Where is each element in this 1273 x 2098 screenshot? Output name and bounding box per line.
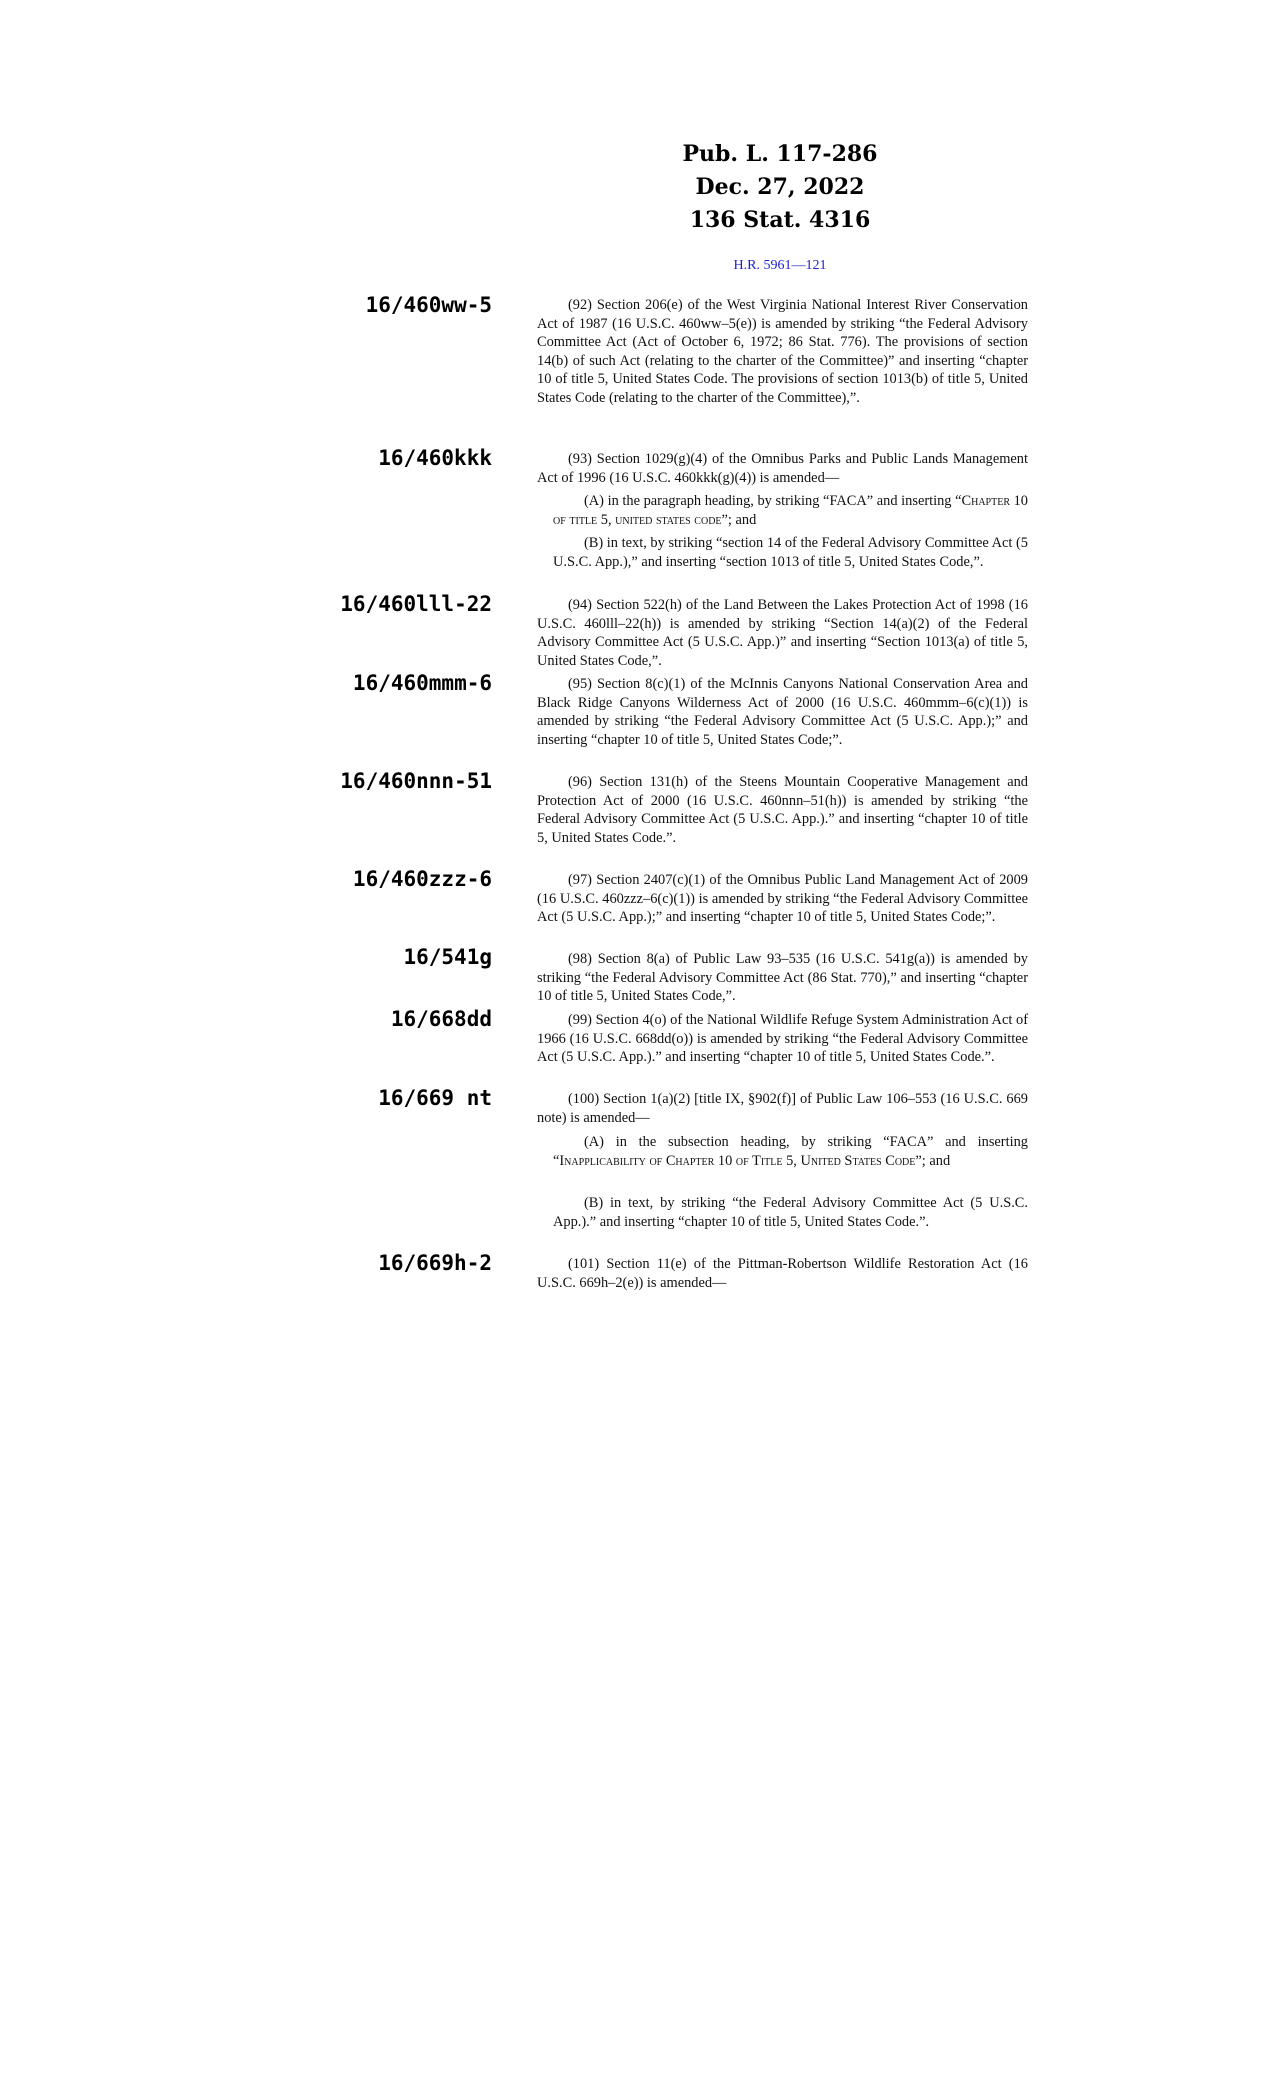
margin-citation: 16/460zzz-6 [352,867,492,891]
public-law-number: Pub. L. 117-286 [682,141,878,167]
bill-page-link[interactable]: H.R. 5961—121 [733,258,827,273]
paragraph-92: (92) Section 206(e) of the West Virginia National Interest River Conservation Act of 1987 (16 U.S.C. 460ww–5(e)) is amended by striking “the Federal Advisory Committee Act (Act of October 6, 1972; 86 Stat. 776). The provisions of section 14(b) of such Act (relating to the charter of the Committee)” and inserting “chapter 10 of title 5, United States Code. The provisions of section 1013(b) of title 5, United States Code (relating to the charter of the Committee),”. [537,297,1028,406]
paragraph-93: (93) Section 1029(g)(4) of the Omnibus Parks and Public Lands Management Act of 1996 (16 U.S.C. 460kkk(g)(4)) is amended— [537,451,1028,486]
subparagraph-93-b: (B) in text, by striking “section 14 of the Federal Advisory Committee Act (5 U.S.C. App.),” and inserting “section 1013 of title 5, United States Code,”. [553,535,1028,570]
paragraph-97: (97) Section 2407(c)(1) of the Omnibus Public Land Management Act of 2009 (16 U.S.C. 460zzz–6(c)(1)) is amended by striking “the Federal Advisory Committee Act (5 U.S.C. App.);” and inserting “chapter 10 of title 5, United States Code;”. [537,872,1028,926]
margin-citation: 16/668dd [390,1007,492,1031]
subparagraph-text: ”; and [915,1152,951,1169]
margin-citation: 16/669h-2 [378,1251,492,1275]
margin-citation: 16/460nnn-51 [340,769,492,793]
margin-citation: 16/460ww-5 [365,293,492,317]
paragraph-94: (94) Section 522(h) of the Land Between the Lakes Protection Act of 1998 (16 U.S.C. 460lll–22(h)) is amended by striking “Section 14(a)(2) of the Federal Advisory Committee Act (5 U.S.C. App.)” and inserting “Section 1013(a) of title 5, United States Code,”. [537,597,1028,669]
margin-citation: 16/460kkk [378,446,492,470]
paragraph-95: (95) Section 8(c)(1) of the McInnis Canyons National Conservation Area and Black Ridge Canyons Wilderness Act of 2000 (16 U.S.C. 460mmm–6(c)(1)) is amended by striking “the Federal Advisory Committee Act (5 U.S.C. App.);” and inserting “chapter 10 of title 5, United States Code;”. [537,676,1028,748]
subparagraph-93-a [553,492,1028,529]
paragraph-96: (96) Section 131(h) of the Steens Mountain Cooperative Management and Protection Act of 2000 (16 U.S.C. 460nnn–51(h)) is amended by striking “the Federal Advisory Committee Act (5 U.S.C. App.).” and inserting “chapter 10 of title 5, United States Code.”. [537,774,1028,846]
paragraph-99: (99) Section 4(o) of the National Wildlife Refuge System Administration Act of 1966 (16 U.S.C. 668dd(o)) is amended by striking “the Federal Advisory Committee Act (5 U.S.C. App.).” and inserting “chapter 10 of title 5, United States Code.”. [537,1012,1028,1066]
subparagraph-text: (A) in the subsection heading, by striking “FACA” and inserting “ [553,1134,1028,1169]
margin-citation: 16/460mmm-6 [352,671,492,695]
margin-citation: 16/460lll-22 [340,592,492,616]
heading-small-caps: Inapplicability of Chapter 10 of Title 5, United States Code [559,1152,916,1169]
paragraph-101: (101) Section 11(e) of the Pittman-Robertson Wildlife Restoration Act (16 U.S.C. 669h–2(e)) is amended— [537,1256,1028,1291]
subparagraph-100-a [553,1133,1028,1170]
paragraph-100: (100) Section 1(a)(2) [title IX, §902(f)] of Public Law 106–553 (16 U.S.C. 669 note) is amended— [537,1091,1028,1126]
subparagraph-text: ”; and [721,511,757,528]
enactment-date: Dec. 27, 2022 [695,174,865,200]
margin-citation: 16/541g [403,945,492,969]
heading-small-caps: Chapter 10 of title 5, united states code [553,493,1029,528]
paragraph-98: (98) Section 8(a) of Public Law 93–535 (16 U.S.C. 541g(a)) is amended by striking “the Federal Advisory Committee Act (86 Stat. 770),” and inserting “chapter 10 of title 5, United States Code,”. [537,951,1028,1005]
subparagraph-text: (A) in the paragraph heading, by striking “FACA” and inserting “ [584,493,962,509]
statute-page: 136 Stat. 4316 [689,207,871,233]
margin-citation: 16/669 nt [378,1086,492,1110]
subparagraph-100-b: (B) in text, by striking “the Federal Advisory Committee Act (5 U.S.C. App.).” and inserting “chapter 10 of title 5, United States Code.”. [553,1195,1028,1230]
